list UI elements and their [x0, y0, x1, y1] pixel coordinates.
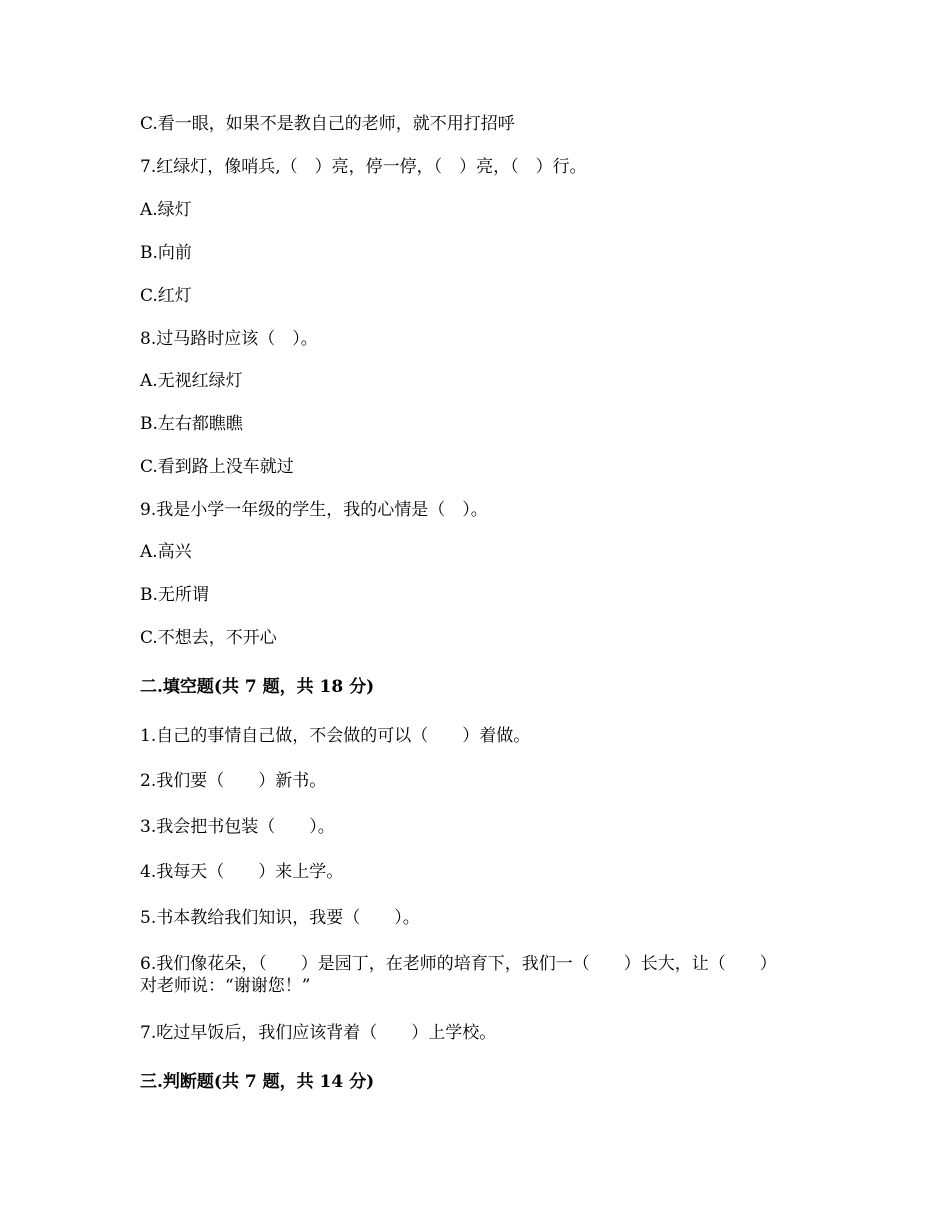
q7-option-b: B.向前 [140, 243, 192, 263]
q9-option-c: C.不想去，不开心 [140, 628, 277, 648]
q7-option-c: C.红灯 [140, 286, 192, 306]
fill-item-3: 3.我会把书包装（ ）。 [140, 817, 335, 837]
q8-option-c: C.看到路上没车就过 [140, 457, 294, 477]
fill-item-4: 4.我每天（ ）来上学。 [140, 862, 344, 882]
section-3-heading: 三.判断题(共 7 题，共 14 分) [140, 1072, 375, 1092]
fill-item-5: 5.书本教给我们知识，我要（ ）。 [140, 908, 420, 928]
fill-item-1: 1.自己的事情自己做，不会做的可以（ ）着做。 [140, 726, 531, 746]
fill-item-2: 2.我们要（ ）新书。 [140, 771, 327, 791]
fill-item-6: 6.我们像花朵，（ ）是园丁，在老师的培育下，我们一（ ）长大，让（ ）对老师说：“谢谢您！” [140, 954, 777, 996]
fill-item-7: 7.吃过早饭后，我们应该背着（ ）上学校。 [140, 1023, 497, 1043]
q8-stem: 8.过马路时应该（ ）。 [140, 329, 318, 349]
q7-option-a: A.绿灯 [140, 200, 192, 220]
section-2-heading: 二.填空题(共 7 题，共 18 分) [140, 677, 375, 697]
q9-stem: 9.我是小学一年级的学生，我的心情是（ ）。 [140, 500, 488, 520]
q9-option-a: A.高兴 [140, 542, 192, 562]
q9-option-b: B.无所谓 [140, 585, 209, 605]
q8-option-b: B.左右都瞧瞧 [140, 414, 243, 434]
q7-stem: 7.红绿灯，像哨兵,（ ）亮，停一停，（ ）亮，（ ）行。 [140, 157, 587, 177]
q6-option-c: C.看一眼，如果不是教自己的老师，就不用打招呼 [140, 114, 515, 134]
q8-option-a: A.无视红绿灯 [140, 371, 243, 391]
